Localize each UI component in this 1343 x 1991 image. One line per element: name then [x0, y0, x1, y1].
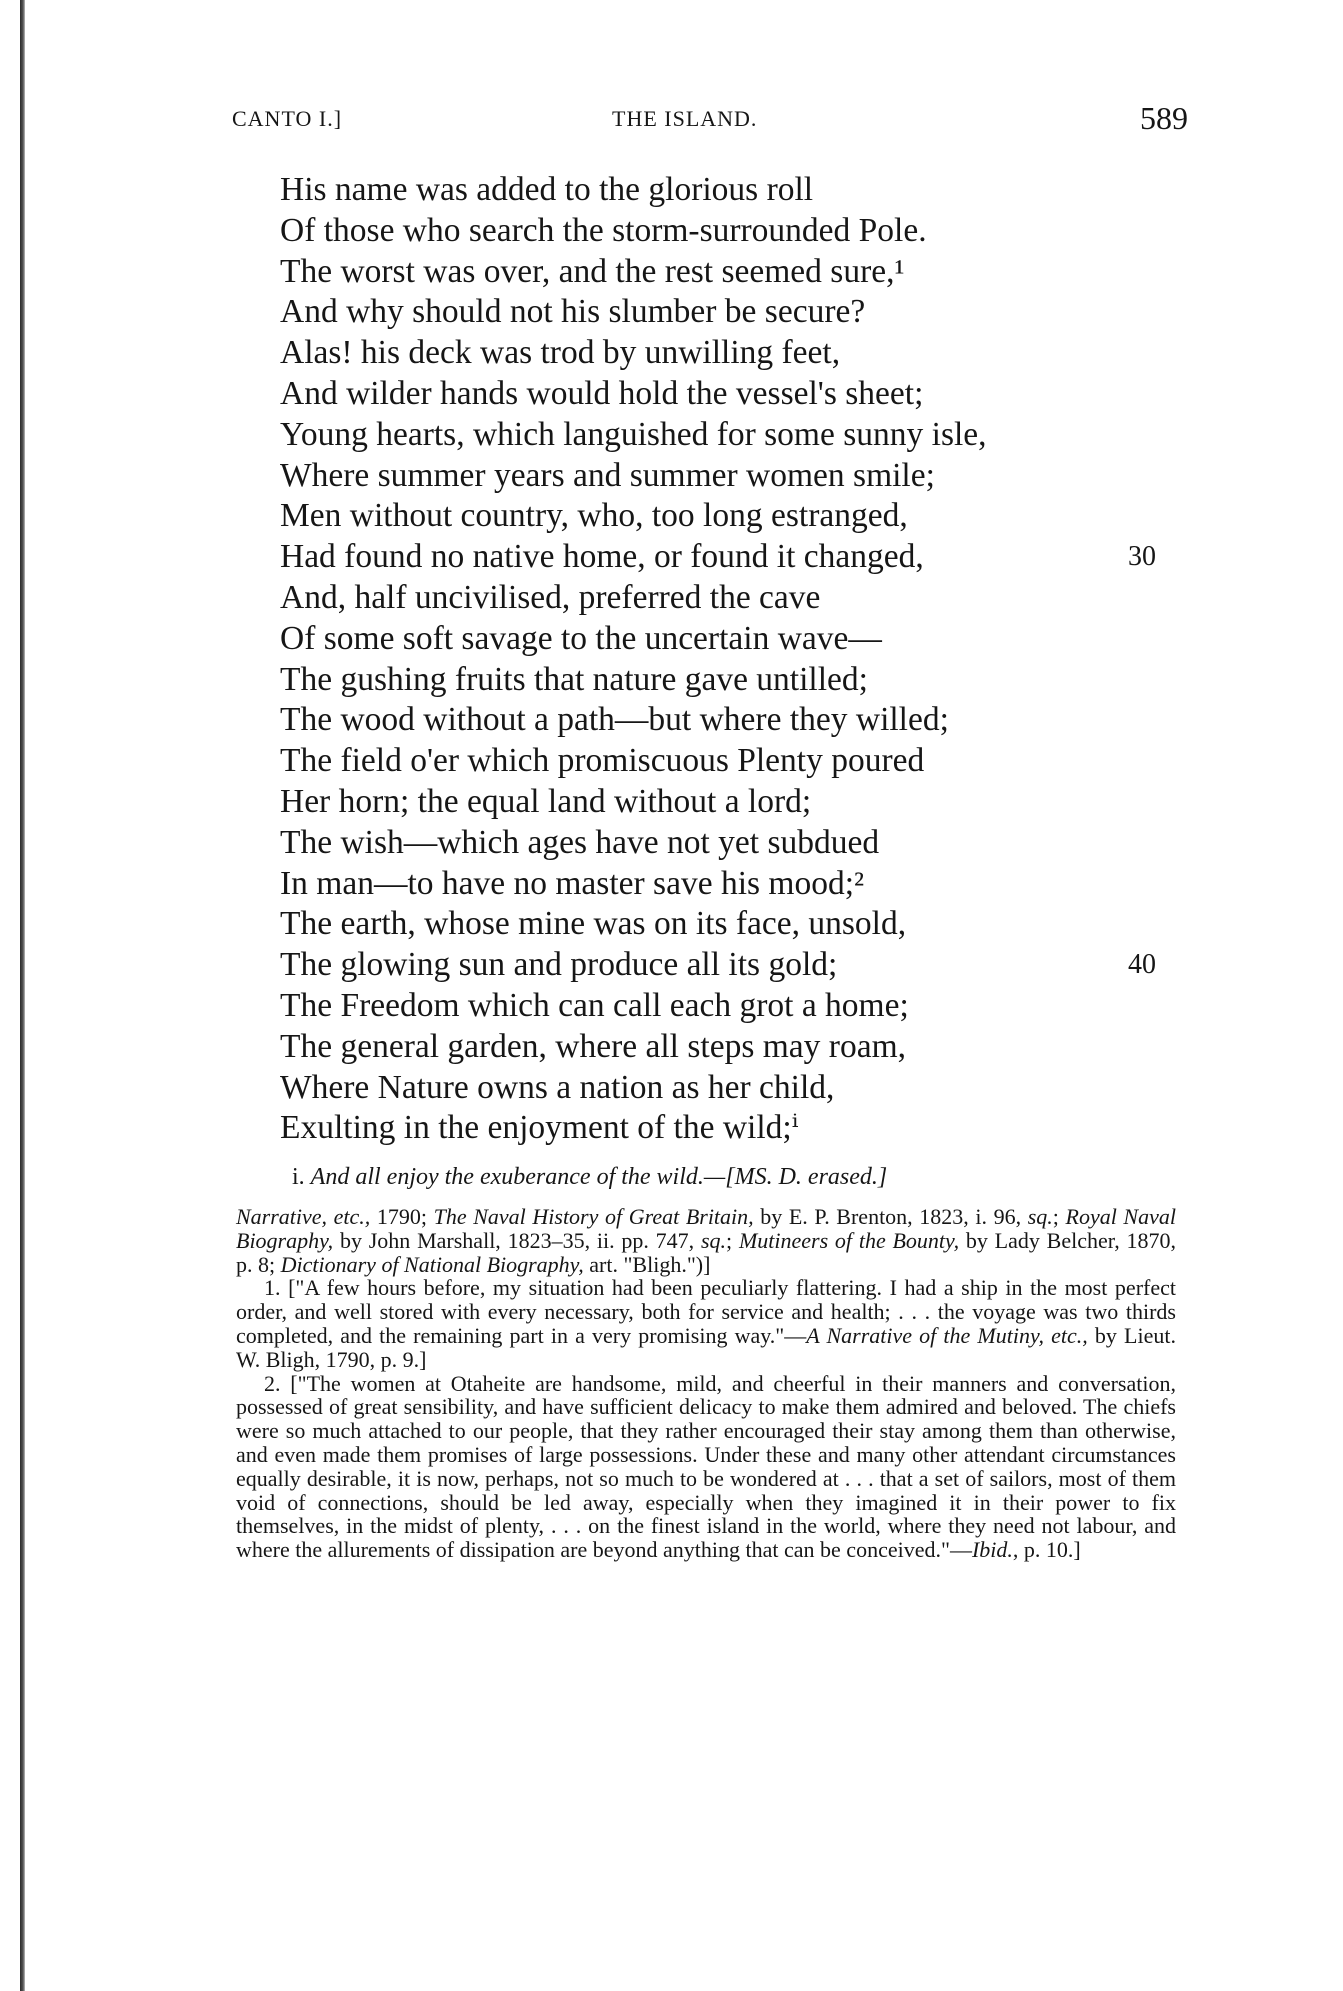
variant-source: —[MS. D. erased.]: [703, 1164, 888, 1190]
page-title: THE ISLAND.: [612, 106, 758, 131]
poem-line: [280, 660, 1220, 701]
poem-line-text: The worst was over, and the rest seemed sure,¹: [280, 252, 905, 290]
poem-line-text: The wish—which ages have not yet subdued: [280, 823, 880, 861]
poem-line: [280, 211, 1220, 252]
poem-line-text: The gushing fruits that nature gave untilled;: [280, 660, 868, 698]
poem-line: [280, 170, 1220, 211]
poem-line: [280, 1068, 1220, 1109]
footnote-2: [236, 1372, 1176, 1562]
poem-line-text: And, half uncivilised, preferred the cave: [280, 578, 821, 616]
footnote-text: ["A few hours before, my situation had been peculiarly flattering. I had a ship in the most perfect order, and well stored with every necessary, both for service and health; . . . the voyage was two thirds completed, and the remaining part in a very promising way."—: [236, 1275, 1176, 1348]
citation-text: by John Marshall, 1823–35, ii. pp. 747,: [333, 1227, 701, 1253]
poem-line: [280, 619, 1220, 660]
poem-body: [280, 170, 1220, 1149]
footnotes: [236, 1205, 1176, 1562]
footnote-1: [236, 1276, 1176, 1371]
poem-line-text: His name was added to the glorious roll: [280, 171, 814, 208]
variant-reading: [292, 1164, 887, 1191]
poem-line-text: Her horn; the equal land without a lord;: [280, 782, 812, 820]
page-spine-edge: [20, 0, 25, 1991]
citation-text: ;: [1052, 1204, 1066, 1229]
poem-line: [280, 252, 1220, 293]
poem-line-text: In man—to have no master save his mood;²: [280, 864, 865, 902]
footnote-text: ["The women at Otaheite are handsome, mild, and cheerful in their manners and conversation, possessed of great sensibility, and have sufficient delicacy to make them admired and beloved. The chiefs were so much attached to our people, that they rather encouraged their stay among them than otherwise, and even made them promises of large possessions. Under these and many other attendant circumstances equally desirable, it is now, perhaps, not so much to be wondered at . . . that a set of sailors, most of them void of connections, should be led away, especially when they imagined it in their power to fix themselves, in the midst of plenty, . . . on the finest island in the world, where they need not labour, and where the allurements of dissipation are beyond anything that can be conceived."—: [236, 1370, 1176, 1563]
poem-line-text: And wilder hands would hold the vessel's sheet;: [280, 374, 924, 412]
citation-title: sq.: [1027, 1204, 1053, 1229]
poem-line-text: Of some soft savage to the uncertain wave—: [280, 619, 882, 657]
citation-title: Mutineers of the Bounty,: [738, 1227, 960, 1253]
poem-line: [280, 700, 1220, 741]
poem-line-text: Where Nature owns a nation as her child,: [280, 1068, 835, 1106]
citation-title: Dictionary of National Biography,: [280, 1251, 584, 1277]
poem-line: [280, 374, 1220, 415]
poem-line: [280, 904, 1220, 945]
variant-text: And all enjoy the exuberance of the wild.: [310, 1164, 704, 1190]
poem-line: [280, 292, 1220, 333]
running-head: [232, 100, 1188, 140]
citation-title: A Narrative of the Mutiny, etc.,: [806, 1322, 1088, 1348]
poem-line: [280, 333, 1220, 374]
footnote-marker: 2.: [264, 1370, 281, 1396]
citation-title: Royal Naval Biography,: [236, 1204, 1176, 1253]
poem-line: [280, 456, 1220, 497]
citation-title: The Naval History of Great Britain,: [433, 1204, 754, 1229]
poem-line-text: And why should not his slumber be secure?: [280, 293, 866, 331]
poem-line-text: The earth, whose mine was on its face, unsold,: [280, 905, 907, 943]
poem-line-text: The field o'er which promiscuous Plenty poured: [280, 742, 925, 780]
line-number: 30: [1128, 541, 1156, 573]
poem-line: [280, 1027, 1220, 1068]
citation-text: by E. P. Brenton, 1823, i. 96,: [753, 1204, 1028, 1229]
poem-line: [280, 415, 1220, 456]
poem-line-text: Where summer years and summer women smile;: [280, 456, 935, 494]
poem-line-text: Exulting in the enjoyment of the wild;ⁱ: [280, 1109, 799, 1147]
poem-line-text: Young hearts, which languished for some sunny isle,: [280, 415, 987, 453]
footnote-text: , p. 10.]: [1012, 1537, 1081, 1563]
poem-line-text: Had found no native home, or found it changed,: [280, 538, 924, 576]
citation-text: art. "Bligh.")]: [583, 1251, 711, 1277]
poem-line: [280, 986, 1220, 1027]
poem-line-text: The Freedom which can call each grot a home;: [280, 986, 909, 1024]
poem-line-text: The glowing sun and produce all its gold;: [280, 946, 838, 984]
poem-line: [280, 496, 1220, 537]
poem-line: [280, 741, 1220, 782]
poem-line: [280, 864, 1220, 905]
poem-line: [280, 823, 1220, 864]
citation-text: 1790;: [370, 1204, 434, 1229]
footnote-marker: 1.: [264, 1275, 281, 1301]
footnote-text: by Lieut. W. Bligh, 1790, p. 9.]: [236, 1322, 1176, 1372]
citation-title: Ibid.: [971, 1537, 1013, 1563]
citation-title: sq.: [700, 1227, 727, 1253]
citation-text: by Lady Belcher, 1870, p. 8;: [236, 1227, 1176, 1277]
variant-marker: i.: [292, 1164, 305, 1190]
poem-line-text: The general garden, where all steps may roam,: [280, 1027, 906, 1065]
citation-text: ;: [726, 1227, 739, 1253]
poem-line: [280, 578, 1220, 619]
canto-label: CANTO I.]: [232, 106, 343, 131]
poem-line-text: Of those who search the storm-surrounded Pole.: [280, 211, 927, 249]
poem-line: [280, 945, 1220, 986]
poem-line-text: The wood without a path—but where they willed;: [280, 701, 949, 739]
line-number: 40: [1128, 949, 1156, 981]
poem-line-text: Men without country, who, too long estranged,: [280, 497, 908, 535]
poem-line: [280, 782, 1220, 823]
citation-title: Narrative, etc.,: [236, 1204, 371, 1229]
footnote-continuation: [236, 1205, 1176, 1276]
poem-line: [280, 537, 1220, 578]
poem-line-text: Alas! his deck was trod by unwilling feet,: [280, 334, 841, 372]
page-number: 589: [1140, 100, 1188, 136]
poem-line: [280, 1108, 1220, 1149]
